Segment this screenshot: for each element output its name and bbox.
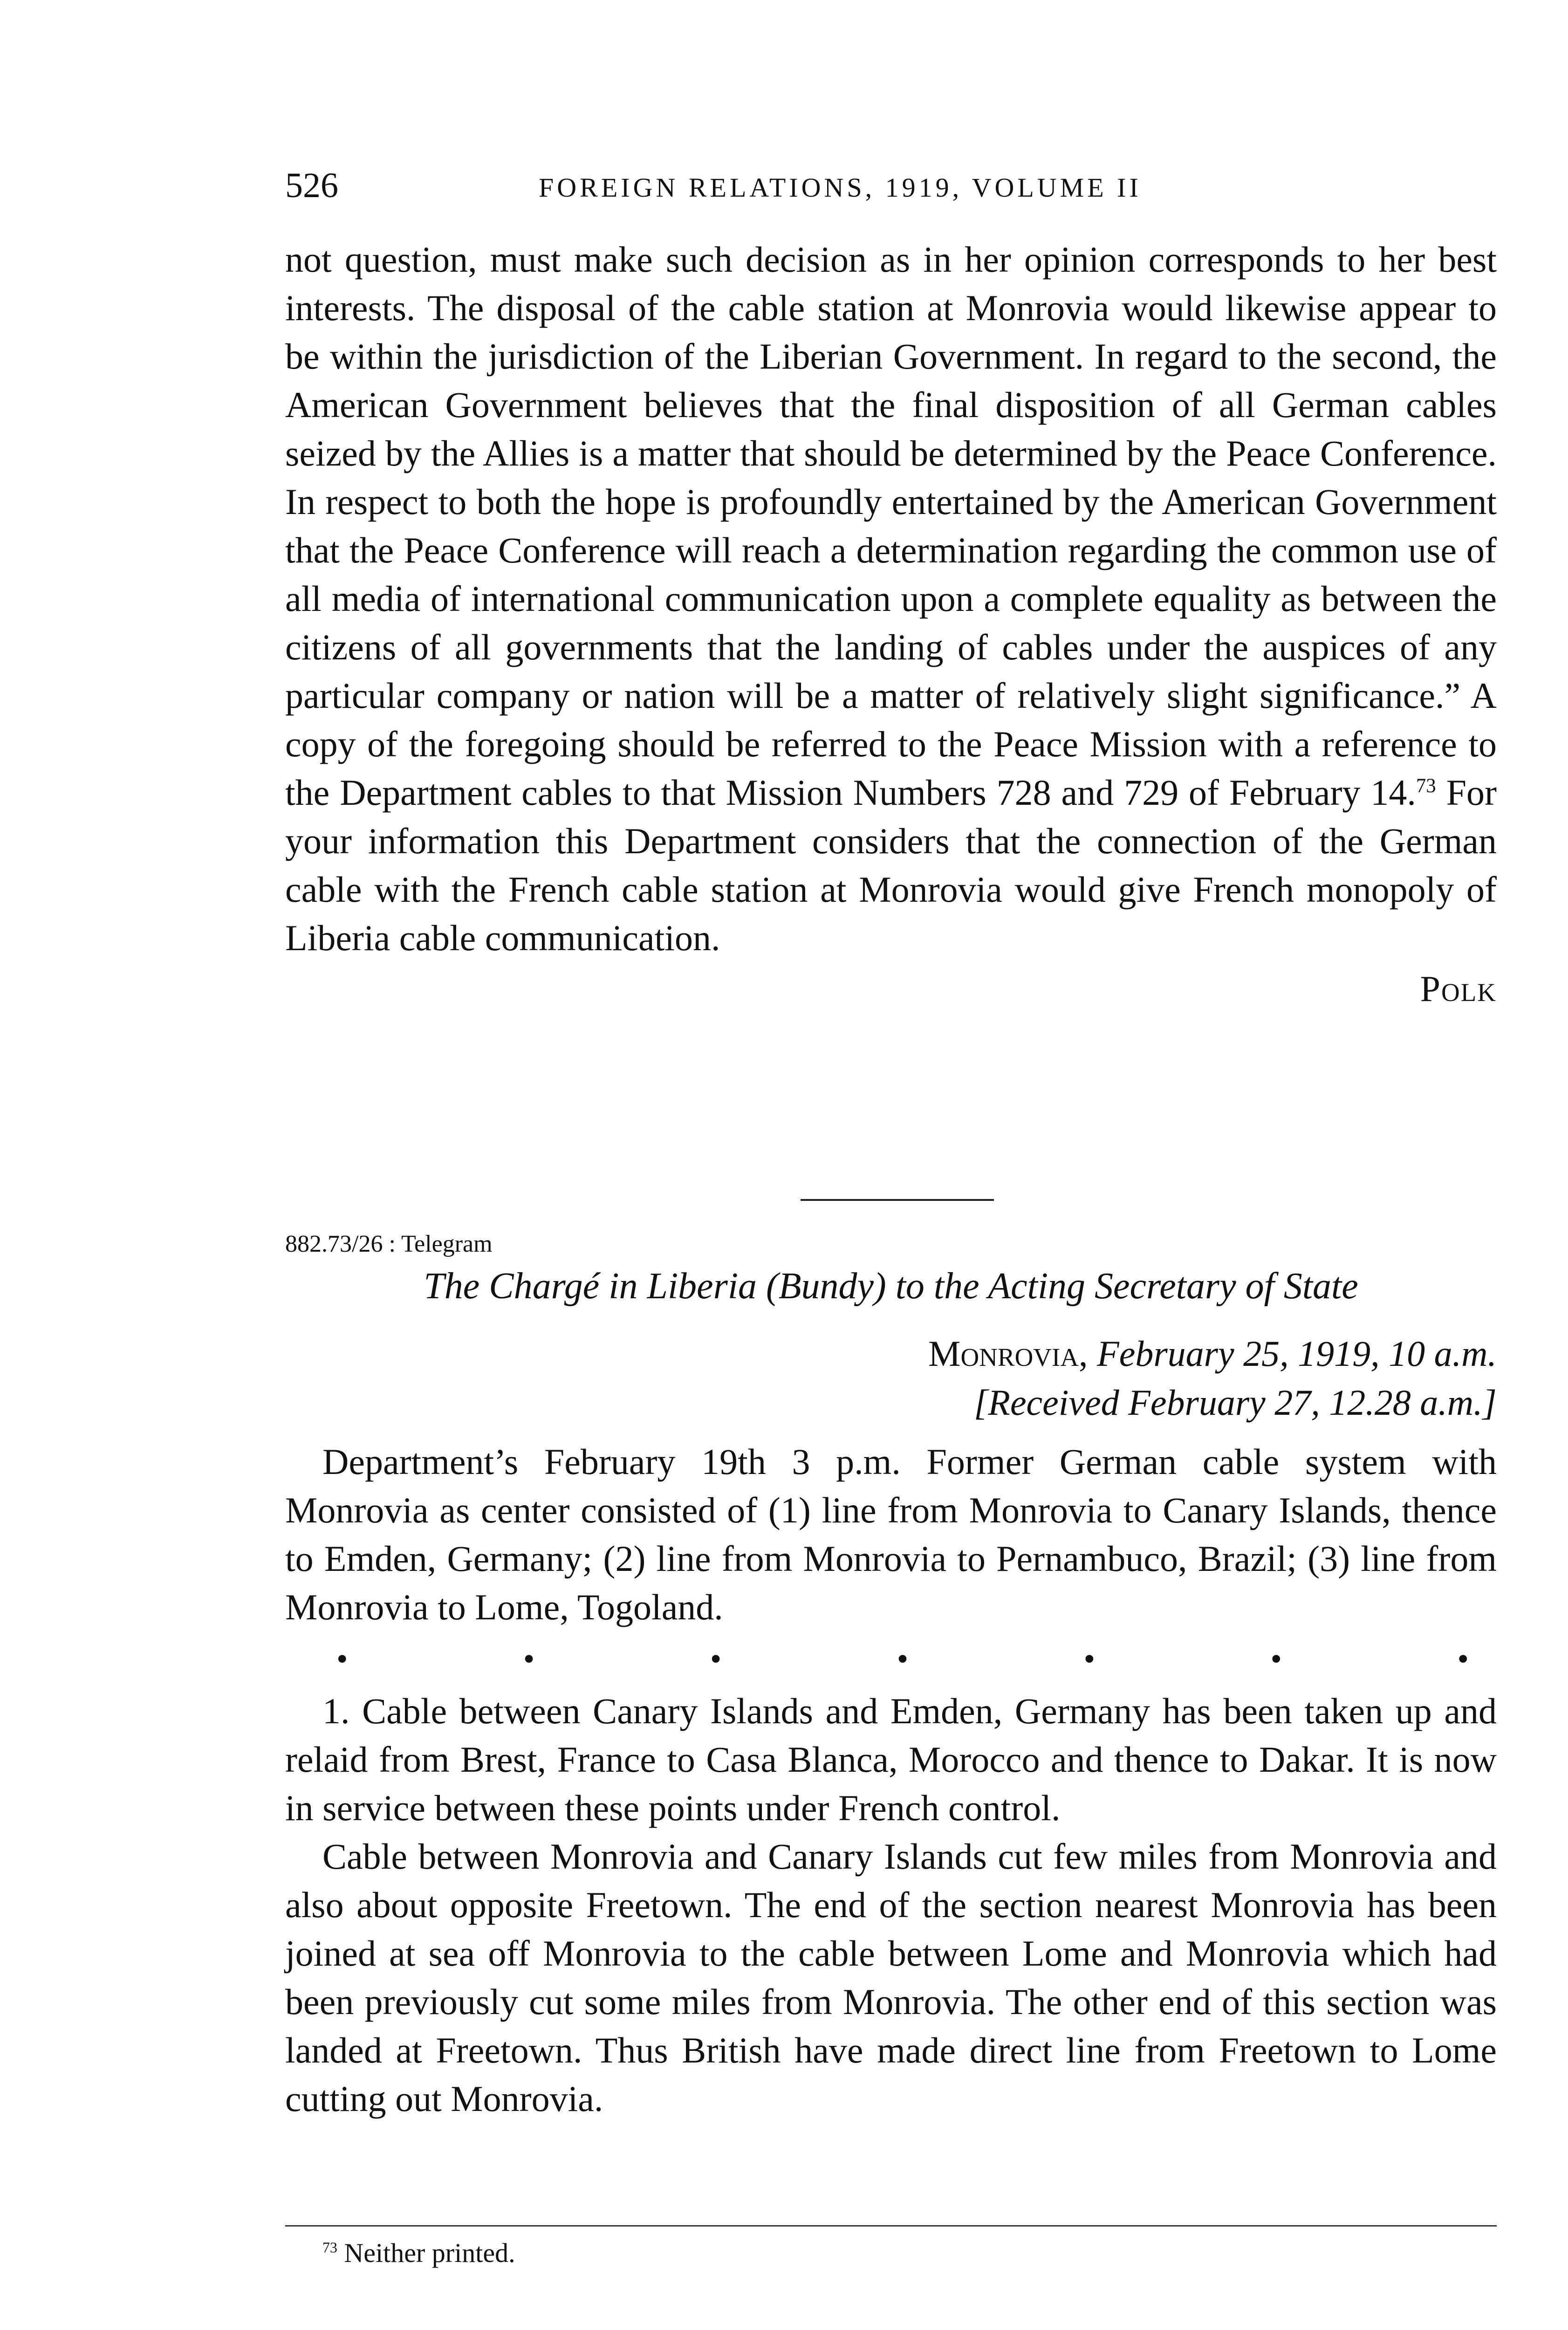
previous-document-paragraph bbox=[285, 235, 1497, 962]
omission-ellipsis bbox=[285, 1631, 1497, 1680]
footnote-marker: 73 bbox=[322, 2239, 337, 2256]
page-number: 526 bbox=[285, 166, 338, 205]
ellipsis-dot: • bbox=[1083, 1641, 1096, 1677]
telegram-body-part-2 bbox=[285, 1687, 1497, 2123]
footnote-reference: 73 bbox=[1416, 775, 1436, 797]
telegram-body-part-1 bbox=[285, 1438, 1497, 1680]
received-note: [Received February 27, 12.28 a.m.] bbox=[973, 1382, 1497, 1423]
dateline bbox=[928, 1333, 1497, 1375]
footnote-rule bbox=[285, 2225, 1497, 2227]
ellipsis-dot: • bbox=[897, 1641, 909, 1677]
footnote bbox=[322, 2234, 515, 2272]
telegram-paragraph-2: 1. Cable between Canary Islands and Emden, Germany has been taken up and relaid from Brest, France to Casa Blanca, Morocco and thence to Dakar. It is now in service between these points under French control. bbox=[285, 1691, 1497, 1828]
ellipsis-dot: • bbox=[523, 1641, 535, 1677]
file-reference: 882.73/26 : Telegram bbox=[285, 1231, 493, 1257]
ellipsis-dot: • bbox=[1270, 1641, 1282, 1677]
section-divider bbox=[801, 1199, 994, 1201]
document-title: The Chargé in Liberia (Bundy) to the Acting Secretary of State bbox=[424, 1266, 1358, 1307]
footnote-text: Neither printed. bbox=[344, 2238, 515, 2268]
telegram-paragraph-1: Department’s February 19th 3 p.m. Former German cable system with Monrovia as center consisted of (1) line from Monrovia to Canary Islands, thence to Emden, Germany; (2) line from Monrovia to Pernambuco, Brazil; (3) line from Monrovia to Lome, Togoland. bbox=[285, 1441, 1497, 1627]
telegram-paragraph-3: Cable between Monrovia and Canary Islands cut few miles from Monrovia and also about opposite Freetown. The end of the section nearest Monrovia has been joined at sea off Monrovia to the cable between Lome and Monrovia which had been previously cut some miles from Monrovia. The other end of this section was landed at Freetown. Thus British have made direct line from Freetown to Lome cutting out Monrovia. bbox=[285, 1836, 1497, 2119]
previous-document-body bbox=[285, 235, 1497, 1013]
page-header bbox=[285, 165, 1497, 217]
ellipsis-dot: • bbox=[710, 1641, 722, 1677]
ellipsis-dot: • bbox=[1457, 1641, 1469, 1677]
running-title: FOREIGN RELATIONS, 1919, VOLUME II bbox=[539, 172, 1142, 203]
paragraph-text: not question, must make such decision as in her opinion corresponds to her best interests. The disposal of the cable station at Monrovia would likewise appear to be within the jurisdiction of the Liberian Government. In regard to the second, the American Government believes that the final disposition of all German cables seized by the Allies is a matter that should be determined by the Peace Conference. In respect to both the hope is profoundly entertained by the American Government that the Peace Conference will reach a determination regarding the common use of all media of international communication upon a complete equality as between the citizens of all governments that the landing of cables under the auspices of any particular company or nation will be a matter of relatively slight significance.” A copy of the foregoing should be referred to the Peace Mission with a reference to the Department cables to that Mission Numbers 728 and 729 of February 14. bbox=[285, 239, 1497, 813]
dateline-date: February 25, 1919, 10 a.m. bbox=[1097, 1333, 1497, 1374]
paragraph-text-continued: For your information this Department considers that the connection of the German cable with the French cable station at Monrovia would give French monopoly of Liberia cable communication. bbox=[285, 772, 1497, 958]
ellipsis-dot: • bbox=[336, 1641, 348, 1677]
dateline-place: Monrovia, bbox=[928, 1333, 1088, 1374]
signature: Polk bbox=[1420, 968, 1497, 1009]
